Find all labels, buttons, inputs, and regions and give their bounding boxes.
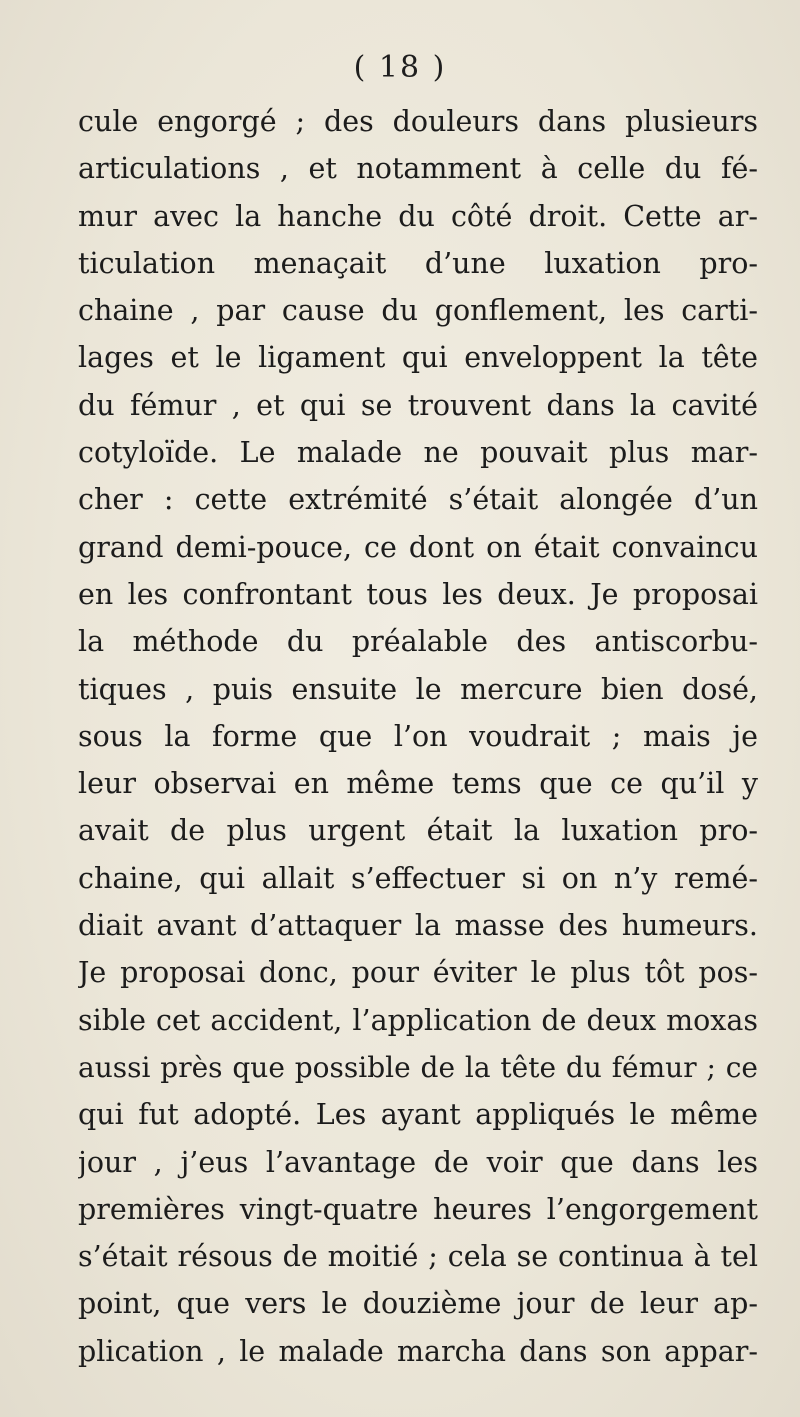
text-line: premières vingt-quatre heures l’engorgement (78, 1192, 758, 1226)
text-line: plication , le malade marcha dans son appar- (78, 1334, 758, 1368)
text-line: grand demi-pouce, ce dont on était convaincu (78, 530, 758, 564)
text-line: du fémur , et qui se trouvent dans la cavité (78, 388, 758, 422)
text-line: avait de plus urgent était la luxation pro- (78, 814, 758, 848)
text-line: lages et le ligament qui enveloppent la tête (78, 341, 758, 375)
text-line: leur observai en même tems que ce qu’il y (78, 767, 758, 801)
text-line: ticulation menaçait d’une luxation pro- (78, 246, 758, 280)
page-number: ( 18 ) (353, 50, 447, 85)
text-line: qui fut adopté. Les ayant appliqués le même (78, 1098, 758, 1132)
text-line: en les confrontant tous les deux. Je proposai (78, 577, 758, 611)
text-line: la méthode du préalable des antiscorbu- (78, 625, 758, 659)
text-line: mur avec la hanche du côté droit. Cette ar- (78, 199, 758, 233)
text-line: cher : cette extrémité s’était alongée d’un (78, 483, 758, 517)
text-line: cotyloïde. Le malade ne pouvait plus mar- (78, 436, 758, 470)
text-line: sous la forme que l’on voudrait ; mais je (78, 719, 758, 753)
text-line: sible cet accident, l’application de deux moxas (78, 1003, 758, 1037)
text-line: tiques , puis ensuite le mercure bien dosé, (78, 672, 758, 706)
text-line: point, que vers le douzième jour de leur ap- (78, 1287, 758, 1321)
text-line: s’était résous de moitié ; cela se continua à tel (78, 1240, 758, 1274)
text-line: cule engorgé ; des douleurs dans plusieurs (78, 105, 758, 138)
text-line: articulations , et notamment à celle du fé- (78, 152, 758, 186)
text-line: diait avant d’attaquer la masse des humeurs. (78, 909, 758, 943)
text-line: chaine, qui allait s’effectuer si on n’y remé- (78, 861, 758, 895)
body-text (78, 98, 758, 1375)
text-line: chaine , par cause du gonflement, les carti- (78, 294, 758, 328)
text-line: Je proposai donc, pour éviter le plus tôt pos- (78, 956, 758, 990)
text-line: jour , j’eus l’avantage de voir que dans les (78, 1145, 758, 1179)
text-line: aussi près que possible de la tête du fémur ; ce (78, 1050, 758, 1084)
